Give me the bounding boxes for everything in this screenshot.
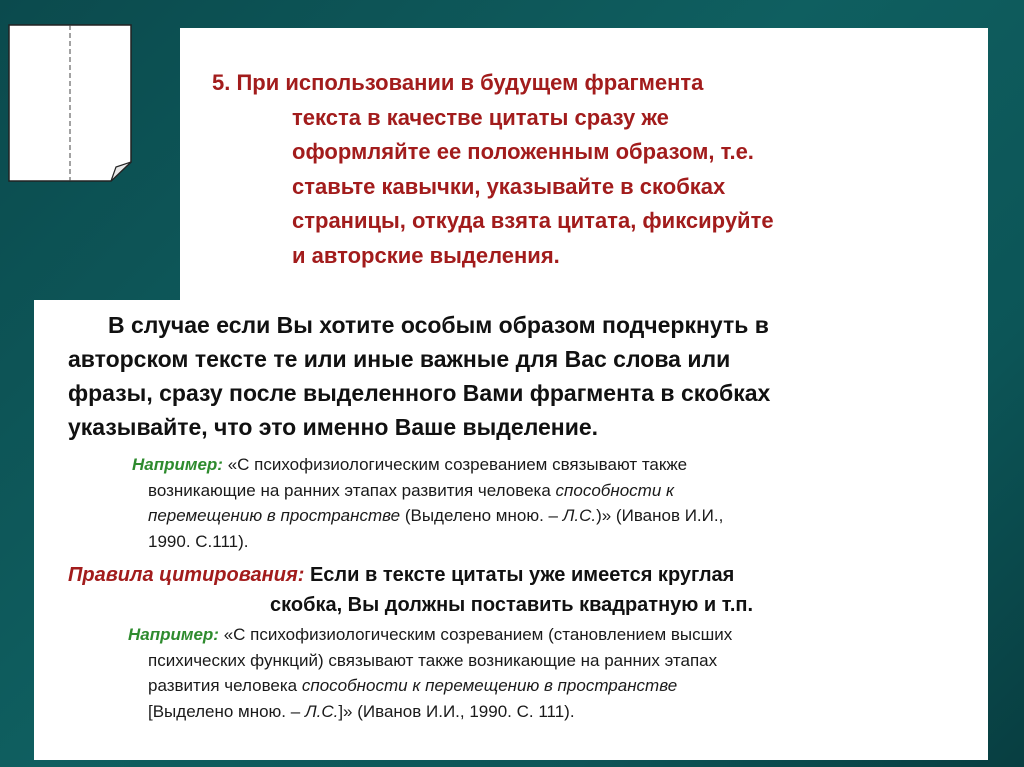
example-two-line-3-text: развития человека — [148, 676, 302, 695]
example-one-line-4: 1990. С.111). — [148, 531, 249, 551]
example-two-line-4-text: [Выделено мною. – — [148, 701, 305, 721]
highlight-line-3: фразы, сразу после выделенного Вами фрагмента в скобках — [68, 380, 771, 406]
example-one-line-2-text: возникающие на ранних этапах развития человека — [148, 480, 556, 500]
example-two-line-3 — [128, 673, 948, 699]
highlight-line-4: указывайте, что это именно Ваше выделение. — [68, 414, 599, 440]
example-one — [132, 452, 912, 554]
example-two-line-2: психических функций) связывают также возникающие на ранних этапах — [148, 650, 718, 670]
example-one-line-3 — [132, 503, 912, 529]
example-one-line-3-italic: перемещению в пространстве — [148, 506, 401, 525]
point-five-line-4: ставьте кавычки, указывайте в скобках — [292, 173, 726, 199]
folded-paper-icon — [8, 24, 132, 182]
citation-rules-line-1: Если в тексте цитаты уже имеется круглая — [304, 564, 735, 586]
example-one-label: Например: — [132, 455, 223, 474]
citation-rules — [68, 560, 968, 620]
highlight-line-1: В случае если Вы хотите особым образом подчеркнуть в — [108, 312, 769, 338]
highlight-paragraph — [68, 308, 968, 444]
example-two — [128, 622, 948, 724]
example-one-line-2 — [132, 478, 912, 504]
example-two-line-3-italic: способности к перемещению в пространстве — [301, 676, 678, 695]
point-five-line-5: страницы, откуда взята цитата, фиксируйте — [292, 208, 774, 233]
point-five-heading — [212, 66, 932, 273]
example-two-line-4 — [128, 699, 948, 725]
citation-rules-line-2: скобка, Вы должны поставить квадратную и т.п. — [270, 594, 754, 616]
example-one-initials: Л.С. — [562, 506, 597, 525]
example-one-line-1: «С психофизиологическим созреванием связывают также — [222, 455, 688, 474]
point-five-line-3: оформляйте ее положенным образом, т.е. — [292, 139, 754, 164]
example-two-line-1: «С психофизиологическим созреванием (становлением высших — [218, 625, 733, 644]
highlight-line-2: авторском тексте те или иные важные для Вас слова или — [68, 346, 731, 372]
example-two-label: Например: — [128, 625, 219, 644]
example-two-line-4-tail: ]» (Иванов И.И., 1990. С. 111). — [338, 701, 575, 721]
point-five-line-6: и авторские выделения. — [292, 242, 560, 268]
point-five-line-1: 5. При использовании в будущем фрагмента — [212, 70, 704, 95]
example-one-line-2-italic: способности к — [555, 480, 675, 500]
citation-rules-label: Правила цитирования: — [68, 564, 305, 586]
example-two-initials: Л.С. — [304, 701, 339, 721]
example-one-line-3-text: (Выделено мною. – — [400, 506, 563, 525]
point-five-line-2: текста в качестве цитаты сразу же — [292, 104, 669, 130]
example-one-line-3-tail: )» (Иванов И.И., — [596, 506, 724, 525]
